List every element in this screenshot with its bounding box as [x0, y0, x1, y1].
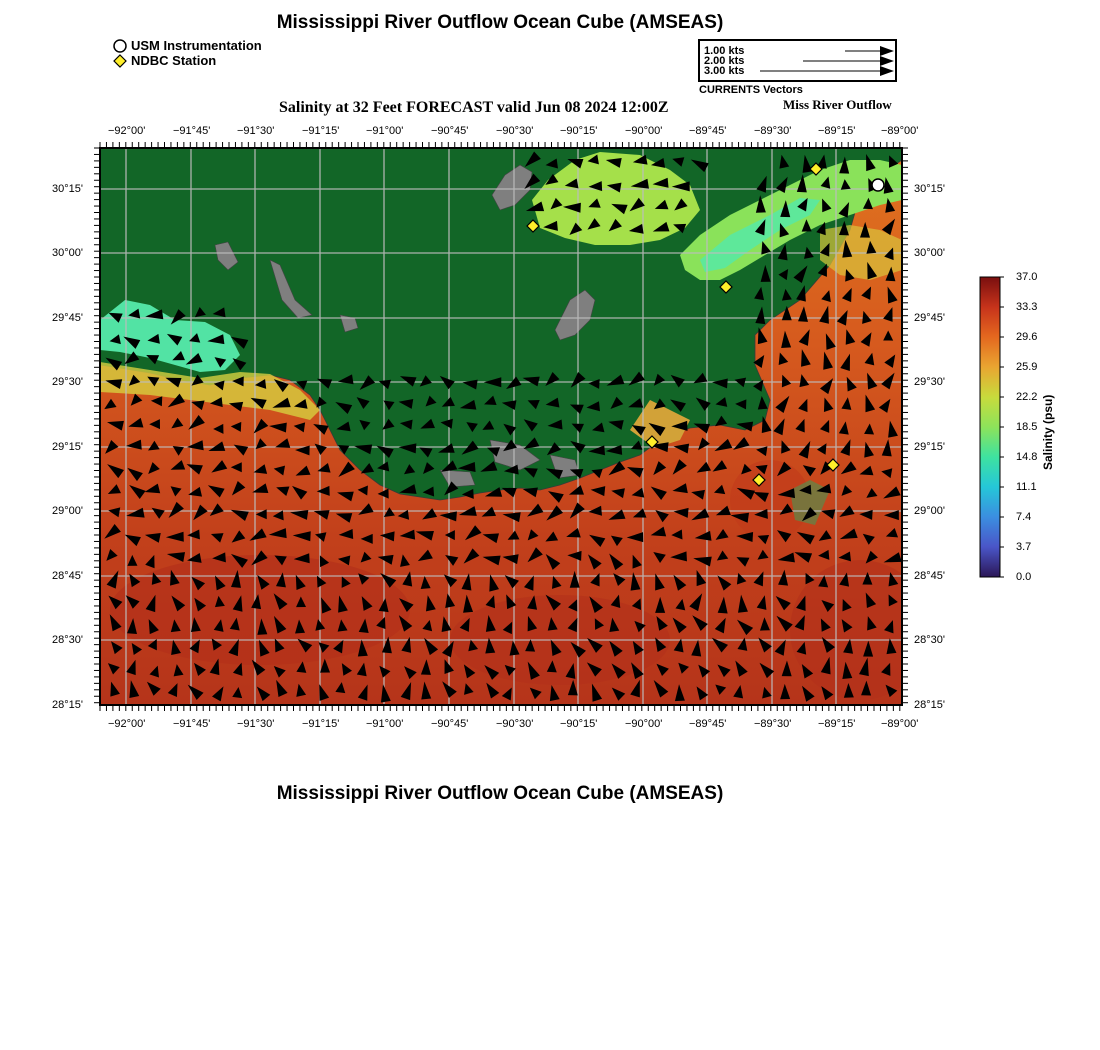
lat-tick-left: 29°45': [52, 312, 83, 324]
lon-tick-bottom: −90°30': [496, 718, 534, 730]
lon-tick-top: −90°00': [625, 125, 663, 137]
colorbar-tick: 3.7: [1016, 541, 1032, 553]
footer-title: Mississippi River Outflow Ocean Cube (AMSEAS): [276, 783, 724, 804]
lon-tick-bottom: −91°00': [366, 718, 404, 730]
map-subtitle: Salinity at 32 Feet FORECAST valid Jun 08 2024 12:00Z: [279, 99, 669, 116]
lat-tick-right: 29°45': [914, 312, 945, 324]
lat-tick-right: 29°30': [914, 376, 945, 388]
colorbar-tick: 37.0: [1016, 271, 1038, 283]
lat-tick-left: 29°15': [52, 441, 83, 453]
lon-tick-bottom: −90°00': [625, 718, 663, 730]
colorbar-tick: 0.0: [1016, 571, 1032, 583]
usm-instrument-marker: [872, 179, 884, 191]
salinity-colorbar: [975, 272, 1015, 582]
ndbc-legend-label: NDBC Station: [131, 53, 217, 68]
lat-tick-left: 28°45': [52, 570, 83, 582]
scale-row-3: 3.00 kts: [704, 65, 745, 77]
colorbar-tick: 29.6: [1016, 331, 1038, 343]
lon-tick-top: −91°00': [366, 125, 404, 137]
lon-tick-top: −89°15': [818, 125, 856, 137]
lon-tick-top: −92°00': [108, 125, 146, 137]
lat-tick-left: 28°15': [52, 699, 83, 711]
lon-tick-bottom: −90°15': [560, 718, 598, 730]
lon-tick-top: −91°15': [302, 125, 340, 137]
lon-tick-top: −89°45': [689, 125, 727, 137]
lon-tick-top: −90°30': [496, 125, 534, 137]
lon-tick-top: −89°00': [881, 125, 919, 137]
lat-tick-left: 29°30': [52, 376, 83, 388]
lat-tick-left: 29°00': [52, 505, 83, 517]
colorbar-tick: 33.3: [1016, 301, 1038, 313]
lat-tick-right: 28°15': [914, 699, 945, 711]
lat-tick-left: 30°15': [52, 183, 83, 195]
colorbar-tick: 25.9: [1016, 361, 1038, 373]
lon-tick-bottom: −91°15': [302, 718, 340, 730]
region-label: Miss River Outflow: [783, 97, 892, 112]
lat-tick-right: 30°00': [914, 247, 945, 259]
lon-tick-top: −90°15': [560, 125, 598, 137]
lon-tick-top: −91°45': [173, 125, 211, 137]
lon-tick-top: −90°45': [431, 125, 469, 137]
lon-tick-top: −89°30': [754, 125, 792, 137]
lon-tick-bottom: −91°30': [237, 718, 275, 730]
lat-tick-right: 30°15': [914, 183, 945, 195]
colorbar-label: Salinity (psu): [1041, 394, 1055, 470]
lat-tick-left: 30°00': [52, 247, 83, 259]
scale-row-2: 2.00 kts: [704, 55, 745, 67]
lon-tick-bottom: −89°00': [881, 718, 919, 730]
lat-tick-left: 28°30': [52, 634, 83, 646]
colorbar-tick: 18.5: [1016, 421, 1038, 433]
lat-tick-right: 28°30': [914, 634, 945, 646]
scale-row-1: 1.00 kts: [704, 45, 745, 57]
lon-tick-bottom: −89°15': [818, 718, 856, 730]
colorbar-tick: 11.1: [1016, 481, 1037, 493]
lat-tick-right: 28°45': [914, 570, 945, 582]
lon-tick-bottom: −89°45': [689, 718, 727, 730]
colorbar-tick: 7.4: [1016, 511, 1032, 523]
lon-tick-top: −91°30': [237, 125, 275, 137]
page-title: Mississippi River Outflow Ocean Cube (AMSEAS): [276, 12, 724, 33]
lon-tick-bottom: −91°45': [173, 718, 211, 730]
currents-caption: CURRENTS Vectors: [699, 84, 803, 96]
colorbar-tick: 22.2: [1016, 391, 1038, 403]
lon-tick-bottom: −89°30': [754, 718, 792, 730]
lat-tick-right: 29°15': [914, 441, 945, 453]
lat-tick-right: 29°00': [914, 505, 945, 517]
usm-legend-label: USM Instrumentation: [131, 38, 262, 53]
colorbar-tick: 14.8: [1016, 451, 1038, 463]
lon-tick-bottom: −90°45': [431, 718, 469, 730]
lon-tick-bottom: −92°00': [108, 718, 146, 730]
